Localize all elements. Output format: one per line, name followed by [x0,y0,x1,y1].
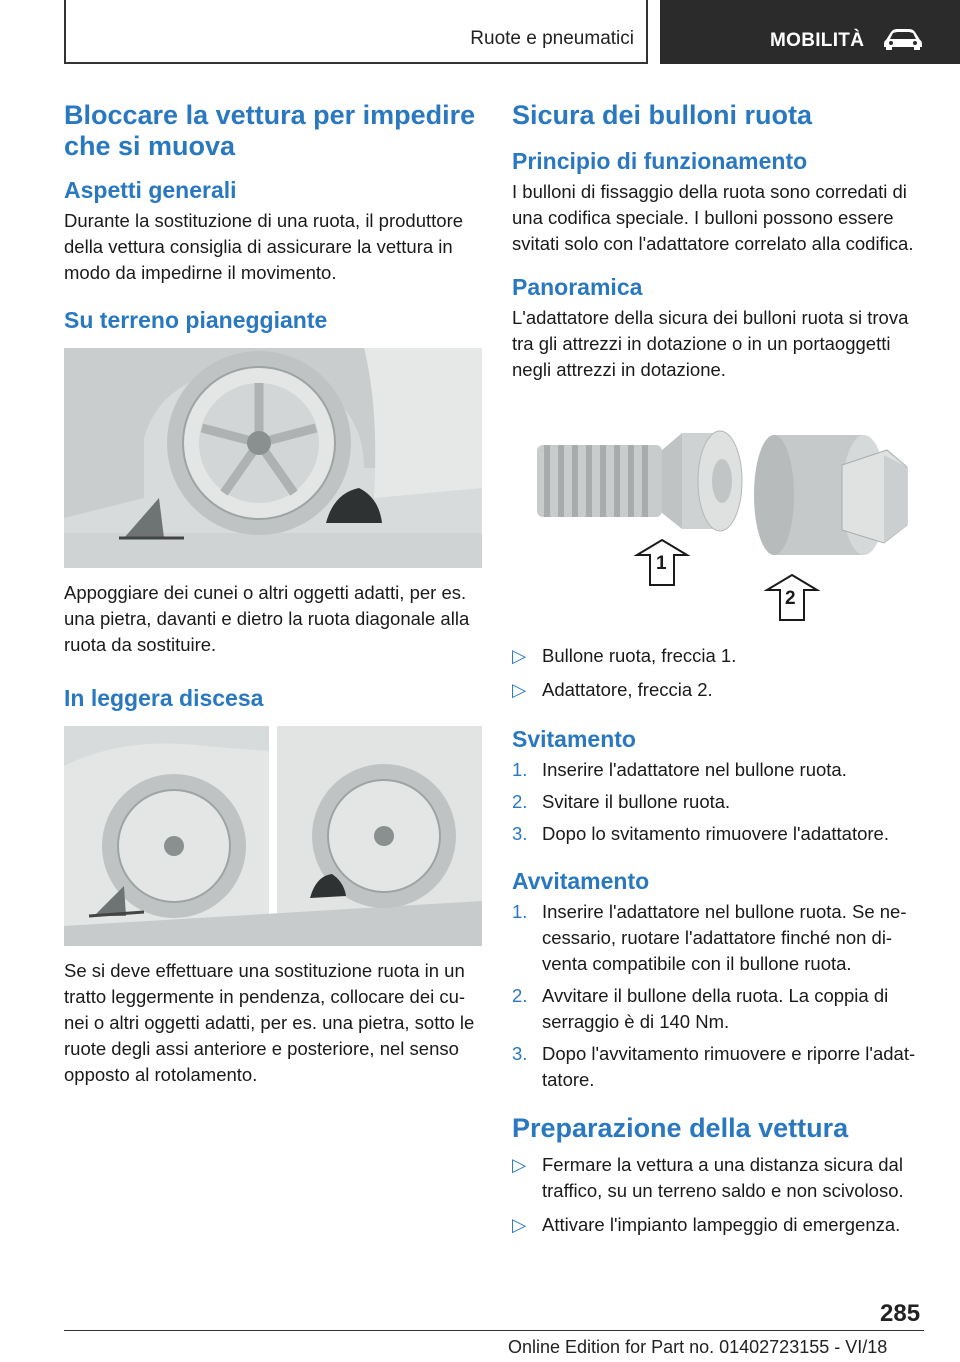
triangle-bullet-icon: ▷ [512,679,527,700]
bolt-adapter-illustration [512,405,932,635]
list-item: ▷ Bullone ruota, freccia 1. [512,643,932,669]
heading-slope: In leggera discesa [64,685,264,711]
flat-ground-illustration [64,348,482,568]
heading-flat-ground: Su terreno pianeggiante [64,307,328,333]
page-number: 285 [880,1300,921,1327]
heading-overview: Panoramica [512,274,643,300]
header-section-box [64,0,648,64]
heading-screwing: Avvitamento [512,868,650,894]
principle-text: I bulloni di fissaggio della ruota sono corredati di una codifica speciale. I bulloni possono essere svitati solo con l'adattatore correlato alla codifica. [512,181,914,254]
screw-steps [512,899,932,1093]
general-text: Durante la sostituzione di una ruota, il produttore della vettura consiglia di assicurare la vettura in modo da impedirne il movimento. [64,210,464,283]
prep-list [512,1152,932,1238]
footer-divider [64,1330,924,1331]
section-title-vehicle-prep: Preparazione della vettura [512,1113,849,1143]
heading-general: Aspetti generali [64,177,237,203]
list-item: ▷ Fermare la vettura a una distanza sicura dal traffico, su un terreno saldo e non scivoloso. [512,1154,904,1201]
left-column [64,100,482,1088]
unscrew-steps [512,757,932,847]
car-icon [882,26,924,50]
footer-edition: Online Edition for Part no. 01402723155 - VI/18 [508,1337,888,1357]
overview-list [512,643,932,703]
figure-bolt-adapter [512,405,932,635]
list-item: 2. Svitare il bullone ruota. [512,791,731,812]
triangle-bullet-icon: ▷ [512,645,527,666]
figure-flat-ground [64,348,482,568]
list-item: 1. Inserire l'adattatore nel bullone ruota. [512,759,847,780]
header-section-title: Ruote e pneumatici [470,28,634,49]
slope-illustration [64,726,482,946]
list-item: ▷ Adattatore, freccia 2. [512,677,932,703]
triangle-bullet-icon: ▷ [512,1154,527,1175]
list-item: 3. Dopo l'avvitamento rimuovere e riporre l'adat-tatore. [512,1043,916,1090]
arrow-label-1: 1 [656,553,667,574]
heading-unscrewing: Svitamento [512,726,636,752]
figure-slope [64,726,482,946]
header-chapter-box [660,0,960,64]
list-item: 2. Avvitare il bullone della ruota. La coppia di serraggio è di 140 Nm. [512,985,889,1032]
right-column [512,100,932,1238]
arrow-label-2: 2 [785,588,796,609]
slope-text: Se si deve effettuare una sostituzione ruota in un tratto leggermente in pendenza, collocare dei cu-nei o altri oggetti adatti, per es. una pietra, sotto le ruote degli assi anteriore e posteriore, nel senso opposto al rotolamento. [64,960,475,1085]
overview-text: L'adattatore della sicura dei bulloni ruota si trova tra gli attrezzi in dotazione o in un portaoggetti negli attrezzi in dotazione. [512,307,909,380]
header-chapter-title: MOBILITÀ [770,30,865,51]
flat-ground-text: Appoggiare dei cunei o altri oggetti adatti, per es. una pietra, davanti e dietro la ruota diagonale alla ruota da sostituire. [64,582,470,655]
heading-principle: Principio di funzionamento [512,148,808,174]
triangle-bullet-icon: ▷ [512,1214,527,1235]
section-title-lug-bolt-lock: Sicura dei bulloni ruota [512,100,813,130]
list-item: ▷ Attivare l'impianto lampeggio di emergenza. [512,1212,932,1238]
section-title-wheel-blocking: Bloccare la vettura per impedire che si muova [64,100,476,161]
list-item: 1. Inserire l'adattatore nel bullone ruota. Se ne-cessario, ruotare l'adattatore finché non di-venta compatibile con il bullone ruota. [512,901,907,974]
list-item: 3. Dopo lo svitamento rimuovere l'adattatore. [512,823,889,844]
